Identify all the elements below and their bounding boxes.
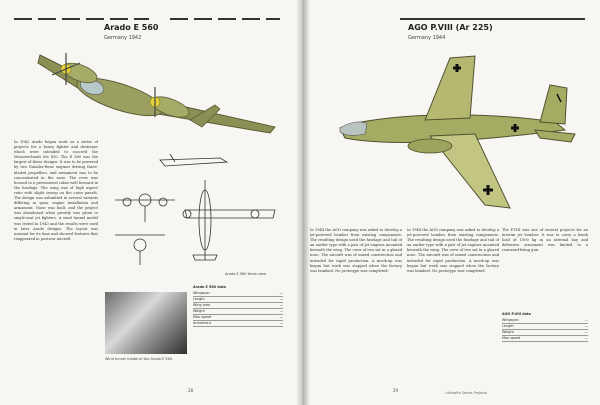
spec-value: —: [584, 330, 588, 334]
spec-label: Wingspan: [502, 318, 519, 322]
running-footer: Luftwaffe Secret Projects: [445, 391, 488, 395]
right-page: [305, 0, 600, 405]
spec-table-right: [502, 312, 588, 342]
spec-value: —: [279, 321, 283, 325]
body-text-right-1: [310, 228, 402, 378]
spec-value: —: [279, 315, 283, 319]
spec-label: Length: [193, 297, 205, 301]
spec-value: —: [279, 291, 283, 295]
spec-value: —: [279, 297, 283, 301]
page-number-left: 28: [188, 388, 194, 393]
spec-value: —: [279, 303, 283, 307]
header-rule-left-2: [170, 18, 280, 20]
spec-label: Length: [502, 324, 514, 328]
page-title: Arado E 560: [104, 23, 159, 32]
photo-caption: Wind tunnel model of the Arado E 560.: [105, 357, 174, 361]
three-view-drawing: [105, 150, 283, 275]
drawing-caption: Arado E 560 three-view: [225, 272, 267, 276]
page-subtitle: Germany 1942: [104, 35, 142, 41]
aircraft-illustration-left: [30, 45, 280, 140]
body-text-right-2: [407, 228, 499, 378]
page-number-right: 29: [393, 388, 399, 393]
page-title: AGO P.VIII (Ar 225): [408, 23, 493, 32]
body-text-right-3: [502, 228, 588, 290]
spec-title: Arado E 560 data: [193, 285, 226, 289]
header-rule-left: [14, 18, 149, 20]
body-text-left: [14, 140, 98, 380]
spec-label: Max speed: [193, 315, 212, 319]
spec-value: —: [279, 309, 283, 313]
spec-label: Armament: [193, 321, 211, 325]
spec-table-left: [193, 285, 283, 327]
spec-label: Wing area: [193, 303, 211, 307]
spec-label: Max speed: [502, 336, 521, 340]
spec-label: Weight: [193, 309, 205, 313]
spec-value: —: [584, 336, 588, 340]
header-rule-right: [400, 18, 585, 20]
spec-row: [193, 321, 283, 327]
body-paragraph: In 1942 Arado began work on a series of projects for a heavy fighter and destroyer which were intended to succeed the Messerschmitt Me 410. The E 560 was the largest of these designs. It was to be powered by two Daimler-Benz engines driving three-bladed propellers, and armament was to be concentrated in the nose. The crew was housed in a pressurised cabin well forward in the fuselage. The wing was of high aspect ratio with slight sweep on the outer panels. The design was submitted in several variants differing in span, engine installation and armament. None was built, and the project was abandoned when priority was given to single-seat jet fighters. A wind tunnel model was tested in 1943 and the results were used in later Arado designs. The layout was unusual for its time and showed features that reappeared in postwar aircraft.: [14, 140, 98, 241]
aircraft-illustration-right: [335, 50, 585, 220]
spec-row: [502, 336, 588, 342]
spec-value: —: [584, 318, 588, 322]
spec-label: Wingspan: [193, 291, 210, 295]
spec-value: —: [584, 324, 588, 328]
spec-label: Weight: [502, 330, 514, 334]
page-subtitle: Germany 1944: [408, 35, 446, 41]
body-paragraph: The P.VIII was one of several projects for an interim jet bomber. It was to carry a bomb load of 1000 kg in an internal bay and defensive armament was limited to a rearward-firing gun.: [502, 228, 588, 253]
body-paragraph: In 1944 the AGO company was asked to develop a jet-powered bomber from existing components. The resulting design used the fuselage and tail of an earlier type with a pair of jet engines mounted beneath the wing. The crew of two sat in a glazed nose. The aircraft was of mixed construction and intended for rapid production. A mock-up was begun but work was stopped when the factory was bombed. No prototype was completed.: [407, 228, 499, 273]
spec-title: AGO P.VIII data: [502, 312, 531, 316]
wind-tunnel-photo: [105, 292, 187, 354]
body-paragraph: In 1944 the AGO company was asked to develop a jet-powered bomber from existing components. The resulting design used the fuselage and tail of an earlier type with a pair of jet engines mounted beneath the wing. The crew of two sat in a glazed nose. The aircraft was of mixed construction and intended for rapid production. A mock-up was begun but work was stopped when the factory was bombed. No prototype was completed.: [310, 228, 402, 273]
